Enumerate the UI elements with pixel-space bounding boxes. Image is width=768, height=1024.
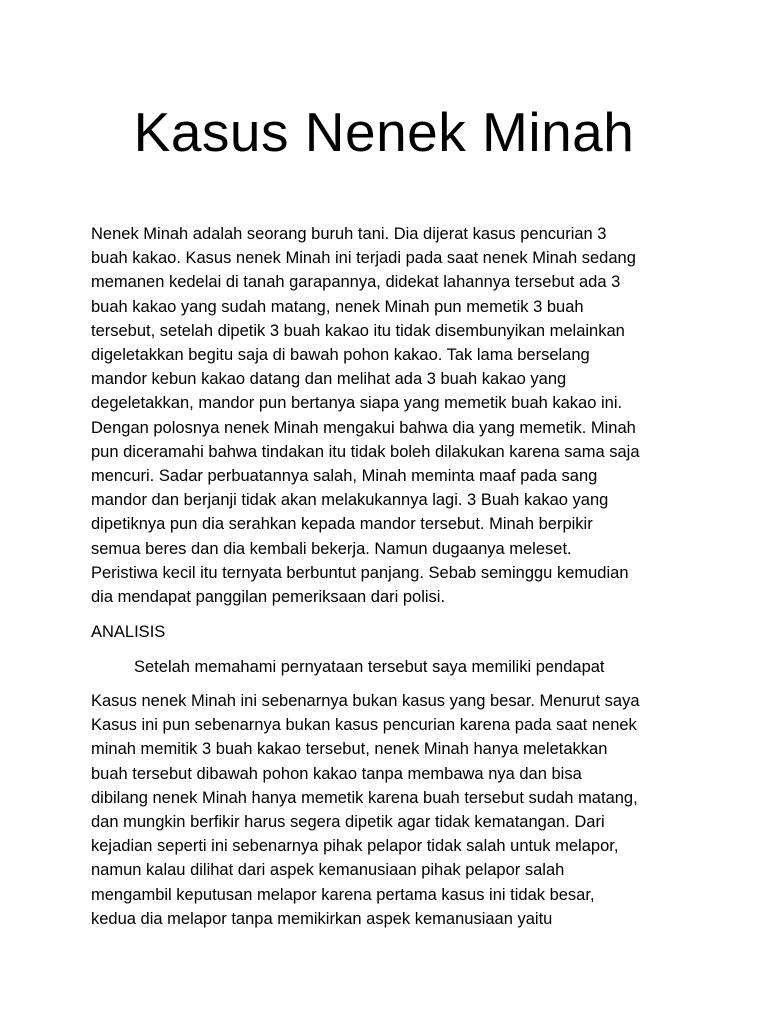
paragraph-line: Kasus ini pun sebenarnya bukan kasus pencurian karena pada saat nenek: [91, 716, 637, 735]
paragraph-line: buah kakao yang sudah matang, nenek Minah pun memetik 3 buah: [91, 297, 584, 316]
paragraph-line: dipetiknya pun dia serahkan kepada mandor tersebut. Minah berpikir: [91, 515, 593, 534]
paragraph-line: tersebut, setelah dipetik 3 buah kakao itu tidak disembunyikan melainkan: [91, 321, 625, 340]
paragraph-line: buah kakao. Kasus nenek Minah ini terjadi pada saat nenek Minah sedang: [91, 249, 636, 268]
paragraph-line: buah tersebut dibawah pohon kakao tanpa membawa nya dan bisa: [91, 764, 582, 783]
paragraph-line: Peristiwa kecil itu ternyata berbuntut panjang. Sebab seminggu kemudian: [91, 563, 629, 582]
paragraph-line: mandor dan berjanji tidak akan melakukannya lagi. 3 Buah kakao yang: [91, 491, 609, 510]
paragraph-line: dia mendapat panggilan pemeriksaan dari polisi.: [91, 588, 446, 607]
paragraph-line: Kasus nenek Minah ini sebenarnya bukan kasus yang besar. Menurut saya: [91, 692, 640, 710]
paragraph-line: mencuri. Sadar perbuatannya salah, Minah meminta maaf pada sang: [91, 467, 598, 486]
paragraph-story: [91, 222, 691, 609]
paragraph-line: kejadian seperti ini sebenarnya pihak pelapor tidak salah untuk melapor,: [91, 837, 619, 856]
paragraph-line: Dengan polosnya nenek Minah mengakui bahwa dia yang memetik. Minah: [91, 418, 636, 437]
paragraph-line: pun diceramahi bahwa tindakan itu tidak boleh dilakukan karena sama saja: [91, 442, 640, 461]
paragraph-line: Nenek Minah adalah seorang buruh tani. Dia dijerat kasus pencurian 3: [91, 225, 607, 243]
paragraph-line: mengambil keputusan melapor karena pertama kasus ini tidak besar,: [91, 885, 595, 904]
section-heading: ANALISIS: [91, 623, 166, 641]
paragraph-line: memanen kedelai di tanah garapannya, didekat lahannya tersebut ada 3: [91, 273, 621, 292]
indented-line: Setelah memahami pernyataan tersebut saya memiliki pendapat: [134, 658, 605, 676]
paragraph-line: mandor kebun kakao datang dan melihat ada 3 buah kakao yang: [91, 370, 567, 389]
paragraph-line: minah memitik 3 buah kakao tersebut, nenek Minah hanya meletakkan: [91, 740, 608, 759]
document-title: Kasus Nenek Minah: [133, 101, 635, 163]
paragraph-analysis: [91, 689, 691, 931]
paragraph-line: namun kalau dilihat dari aspek kemanusiaan pihak pelapor salah: [91, 861, 565, 880]
paragraph-line: dibilang nenek Minah hanya memetik karena buah tersebut sudah matang,: [91, 788, 638, 807]
paragraph-line: digeletakkan begitu saja di bawah pohon kakao. Tak lama berselang: [91, 346, 590, 365]
paragraph-line: dan mungkin berfikir harus segera dipetik agar tidak kematangan. Dari: [91, 813, 605, 832]
paragraph-line: kedua dia melapor tanpa memikirkan aspek kemanusiaan yaitu: [91, 909, 553, 928]
paragraph-line: semua beres dan dia kembali bekerja. Namun dugaanya meleset.: [91, 539, 572, 558]
paragraph-line: degeletakkan, mandor pun bertanya siapa yang memetik buah kakao ini.: [91, 394, 623, 413]
